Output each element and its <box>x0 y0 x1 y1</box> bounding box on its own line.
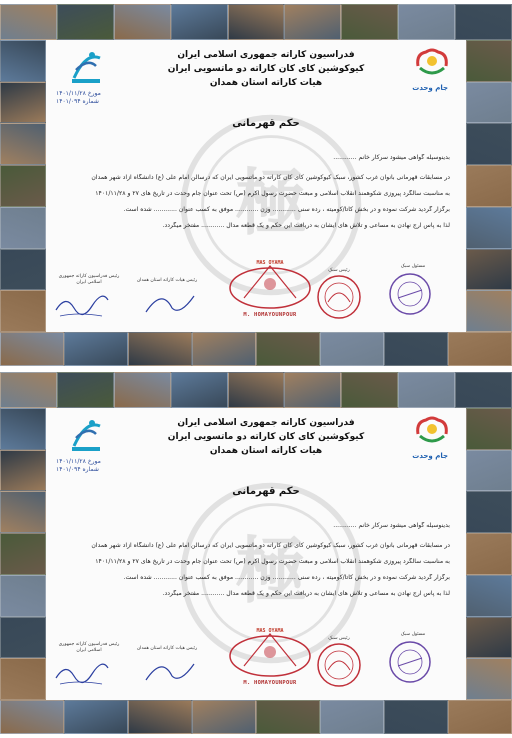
body-line-5: لذا به پاس ارج نهادن به مساعی و تلاش های ایشان به دریافت این حکم و یک قطعه مدال ............ مفتخر میگردد. <box>162 222 450 229</box>
board-line: هیات کاراته استان همدان <box>209 446 323 456</box>
signatory-4-title: مسئول سبک <box>400 632 426 637</box>
landmark-photo <box>171 372 228 408</box>
landmark-photo <box>256 700 320 734</box>
stamp-top-text: MAS OYAMA <box>256 260 284 266</box>
landmark-photo <box>466 40 512 82</box>
style-line: کیوکوشین کای کان کاراته دو ماتسویی ایران <box>167 64 365 74</box>
landmark-photo <box>398 372 455 408</box>
certificate-1 <box>0 4 512 366</box>
karate-federation-logo-icon <box>66 48 106 84</box>
landmark-photo <box>64 332 128 366</box>
signatory-3-title: رئیس سبک <box>328 636 350 641</box>
landmark-photo <box>0 290 46 332</box>
photo-strip-bottom <box>0 700 512 734</box>
landmark-photo <box>57 4 114 40</box>
landmark-photo <box>0 372 57 408</box>
landmark-photo <box>284 372 341 408</box>
body-line-4: برگزار گردید شرکت نموده و در بخش کاتا/کومیته ، رده سنی ............ وزن ............ موفق به کسب عنوان ............ شده است. <box>123 206 450 213</box>
landmark-photo <box>0 332 64 366</box>
certificate-paper <box>46 40 466 332</box>
board-line: هیات کاراته استان همدان <box>209 78 323 88</box>
round-purple-seal-icon <box>386 638 434 686</box>
landmark-photo <box>466 249 512 291</box>
landmark-photo <box>128 332 192 366</box>
landmark-photo <box>455 4 512 40</box>
body-line-5: لذا به پاس ارج نهادن به مساعی و تلاش های ایشان به دریافت این حکم و یک قطعه مدال ............ مفتخر میگردد. <box>162 590 450 597</box>
landmark-photo <box>0 123 46 165</box>
photo-strip-right <box>466 40 512 332</box>
landmark-photo <box>0 491 46 533</box>
landmark-photo <box>384 700 448 734</box>
signatory-1-title: رئیس فدراسیون کاراته جمهوری اسلامی ایران <box>58 642 120 653</box>
stamp-name-text: M. HOMAYOUNPOUR <box>243 312 297 318</box>
landmark-photo <box>128 700 192 734</box>
landmark-photo <box>466 617 512 659</box>
svg-text:極: 極 <box>234 528 308 614</box>
landmark-photo <box>0 4 57 40</box>
photo-strip-top <box>0 372 512 408</box>
landmark-photo <box>114 4 171 40</box>
style-line: کیوکوشین کای کان کاراته دو ماتسویی ایران <box>167 432 365 442</box>
landmark-photo <box>114 372 171 408</box>
signature-scribble-icon <box>52 656 112 690</box>
landmark-photo <box>0 533 46 575</box>
landmark-photo <box>0 207 46 249</box>
certificate-2 <box>0 372 512 734</box>
unity-cup-logo-icon <box>412 414 452 448</box>
svg-text:極: 極 <box>234 160 308 246</box>
landmark-photo <box>228 372 285 408</box>
photo-strip-left <box>0 40 46 332</box>
landmark-photo <box>341 4 398 40</box>
photo-strip-bottom <box>0 332 512 366</box>
landmark-photo <box>384 332 448 366</box>
photo-strip-left <box>0 408 46 700</box>
landmark-photo <box>320 332 384 366</box>
landmark-photo <box>0 575 46 617</box>
landmark-photo <box>0 40 46 82</box>
landmark-photo <box>466 290 512 332</box>
body-line-2: در مسابقات قهرمانی بانوان غرب کشور، سبک کیوکوشین کای کان کاراته دو ماتسویی ایران که درسالن امام علی (ع) دانشگاه آزاد شهر همدان <box>91 174 450 181</box>
signature-scribble-icon <box>142 286 198 320</box>
stamp-top-text: MAS OYAMA <box>256 628 284 634</box>
signature-scribble-icon <box>52 288 112 322</box>
signature-scribble-icon <box>142 654 198 688</box>
round-purple-seal-icon <box>386 270 434 318</box>
landmark-photo <box>466 82 512 124</box>
landmark-photo <box>466 533 512 575</box>
body-line-3: به مناسبت سالگرد پیروزی شکوهمند انقلاب اسلامی و مبعث حضرت رسول اکرم (ص) تحت عنوان جام وحدت در تاریخ های ۲۷ و ۱۴۰۱/۱۱/۲۸ <box>95 190 450 197</box>
landmark-photo <box>466 207 512 249</box>
federation-line: فدراسیون کاراته جمهوری اسلامی ایران <box>177 418 355 428</box>
certificate-paper <box>46 408 466 700</box>
signatory-1-title: رئیس فدراسیون کاراته جمهوری اسلامی ایران <box>58 274 120 285</box>
landmark-photo <box>0 249 46 291</box>
landmark-photo <box>466 658 512 700</box>
landmark-photo <box>320 700 384 734</box>
landmark-photo <box>341 372 398 408</box>
landmark-photo <box>466 491 512 533</box>
landmark-photo <box>0 165 46 207</box>
signatory-3-title: رئیس سبک <box>328 268 350 273</box>
landmark-photo <box>192 700 256 734</box>
unity-cup-label: جام وحدت <box>412 452 448 460</box>
landmark-photo <box>192 332 256 366</box>
landmark-photo <box>398 4 455 40</box>
landmark-photo <box>0 408 46 450</box>
issue-date: مورخ ۱۴۰۱/۱۱/۲۸ شماره ۱۴۰۱/۰۹۴ <box>56 90 101 105</box>
landmark-photo <box>466 165 512 207</box>
landmark-photo <box>466 575 512 617</box>
landmark-photo <box>0 658 46 700</box>
landmark-photo <box>0 617 46 659</box>
unity-cup-label: جام وحدت <box>412 84 448 92</box>
landmark-photo <box>57 372 114 408</box>
issue-date: مورخ ۱۴۰۱/۱۱/۲۸ شماره ۱۴۰۱/۰۹۴ <box>56 458 101 473</box>
body-line-2: در مسابقات قهرمانی بانوان غرب کشور، سبک کیوکوشین کای کان کاراته دو ماتسویی ایران که درسالن امام علی (ع) دانشگاه آزاد شهر همدان <box>91 542 450 549</box>
certificate-title: حکم قهرمانی <box>232 118 300 129</box>
body-line-1: بدینوسیله گواهی میشود سرکار خانم ............ <box>333 154 450 161</box>
round-red-seal-icon <box>314 272 364 322</box>
unity-cup-logo-icon <box>412 46 452 80</box>
body-line-1: بدینوسیله گواهی میشود سرکار خانم ............ <box>333 522 450 529</box>
landmark-photo <box>256 332 320 366</box>
photo-strip-right <box>466 408 512 700</box>
landmark-photo <box>0 82 46 124</box>
federation-line: فدراسیون کاراته جمهوری اسلامی ایران <box>177 50 355 60</box>
landmark-photo <box>171 4 228 40</box>
karate-federation-logo-icon <box>66 416 106 452</box>
landmark-photo <box>466 408 512 450</box>
landmark-photo <box>0 450 46 492</box>
landmark-photo <box>448 700 512 734</box>
landmark-photo <box>228 4 285 40</box>
landmark-photo <box>0 700 64 734</box>
round-red-seal-icon <box>314 640 364 690</box>
landmark-photo <box>455 372 512 408</box>
landmark-photo <box>466 123 512 165</box>
body-line-4: برگزار گردید شرکت نموده و در بخش کاتا/کومیته ، رده سنی ............ وزن ............ موفق به کسب عنوان ............ شده است. <box>123 574 450 581</box>
photo-strip-top <box>0 4 512 40</box>
landmark-photo <box>284 4 341 40</box>
certificate-title: حکم قهرمانی <box>232 486 300 497</box>
landmark-photo <box>64 700 128 734</box>
landmark-photo <box>466 450 512 492</box>
signatory-4-title: مسئول سبک <box>400 264 426 269</box>
signatory-2-title: رئیس هیات کاراته استان همدان <box>136 646 198 651</box>
stamp-name-text: M. HOMAYOUNPOUR <box>243 680 297 686</box>
signatory-2-title: رئیس هیات کاراته استان همدان <box>136 278 198 283</box>
body-line-3: به مناسبت سالگرد پیروزی شکوهمند انقلاب اسلامی و مبعث حضرت رسول اکرم (ص) تحت عنوان جام وحدت در تاریخ های ۲۷ و ۱۴۰۱/۱۱/۲۸ <box>95 558 450 565</box>
landmark-photo <box>448 332 512 366</box>
